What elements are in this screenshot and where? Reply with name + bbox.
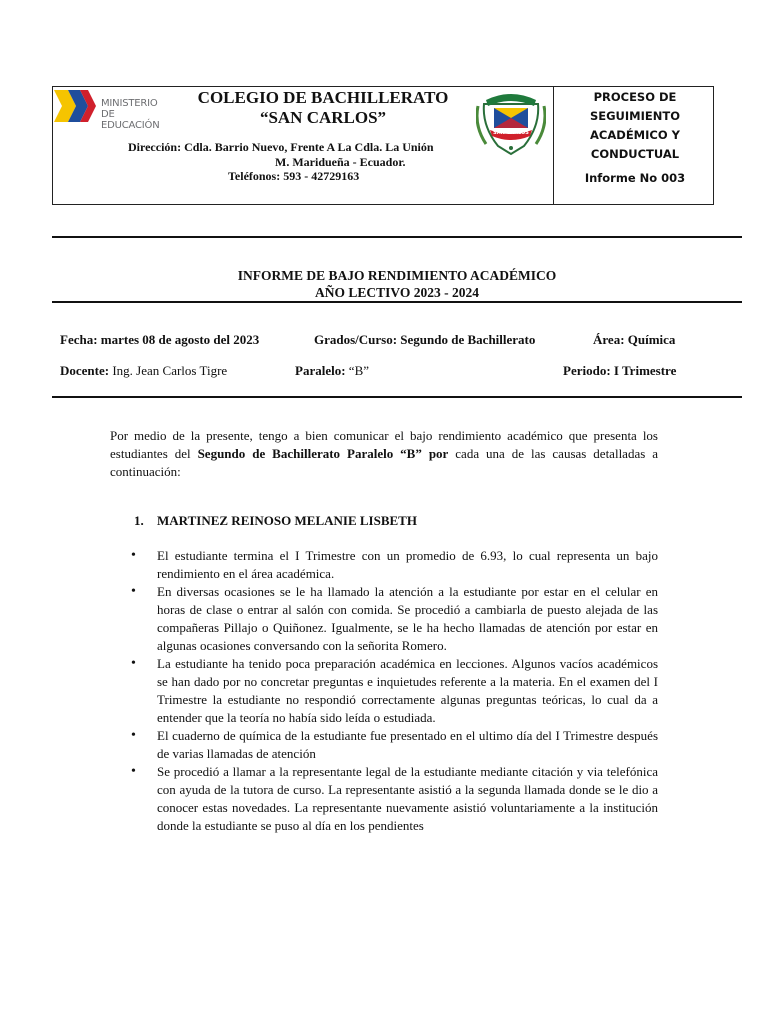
paralelo-label: Paralelo: bbox=[295, 363, 346, 378]
meta-fecha: Fecha: martes 08 de agosto del 2023 bbox=[60, 332, 260, 347]
report-title bbox=[52, 267, 742, 301]
school-crest-icon bbox=[476, 86, 546, 158]
school-name bbox=[190, 88, 456, 128]
intro-part1: Por medio de la presente, tengo a bien comunicar el bajo rendimiento académico que presenta los estudiantes del bbox=[110, 428, 658, 461]
list-item: • El cuaderno de química de la estudiante fue presentado en el ultimo día del I Trimestre después de varias llamadas de atención bbox=[131, 727, 658, 763]
phone: Teléfonos: 593 - 42729163 bbox=[228, 169, 360, 183]
seal-text: SAN CARLOS bbox=[493, 130, 529, 136]
meta-docente bbox=[60, 363, 227, 379]
divider-meta bbox=[52, 396, 742, 398]
list-item: • En diversas ocasiones se le ha llamado la atención a la estudiante por estar en el celular en horas de clase o entrar al salón con comida. Se procedió a cambiarla de puesto alejada de las compañeras Pillajo o Quiñonez. Igualmente, se le ha hecho llamadas de atención por estar en algunas ocasiones conversando con la señorita Romero. bbox=[131, 583, 658, 655]
docente-label: Docente: bbox=[60, 363, 110, 378]
meta-area: Área: Química bbox=[593, 332, 676, 347]
logo-text: MINISTERIO DE EDUCACIÓN bbox=[101, 98, 160, 131]
cause-list bbox=[131, 547, 658, 835]
meta-paralelo bbox=[295, 363, 369, 379]
list-item: • La estudiante ha tenido poca preparación académica en lecciones. Algunos vacíos académicos se han dado por no concretar preguntas e inquietudes referente a la materia. En el examen del I Trimestre la estudiante no respondió correctamente algunas preguntas teóricas, lo cual da a entender que la teoría no había sido leída o estudiada. bbox=[131, 655, 658, 727]
process-box bbox=[556, 88, 714, 188]
school-name-line2: “SAN CARLOS” bbox=[259, 108, 387, 127]
process-line3: ACADÉMICO Y bbox=[590, 128, 680, 142]
process-line1: PROCESO DE bbox=[593, 90, 677, 104]
header-divider bbox=[553, 86, 554, 205]
report-number: Informe No 003 bbox=[584, 171, 686, 185]
divider-top bbox=[52, 236, 742, 238]
address-line2: M. Maridueña - Ecuador. bbox=[275, 155, 406, 169]
intro-part2: cada una de las causas detalladas a continuación: bbox=[110, 446, 659, 479]
student-number: 1. bbox=[134, 513, 144, 528]
list-item: • El estudiante termina el I Trimestre con un promedio de 6.93, lo cual representa un bajo rendimiento en el área académica. bbox=[131, 547, 658, 583]
title-line1: INFORME DE BAJO RENDIMIENTO ACADÉMICO bbox=[237, 268, 557, 283]
school-name-line1: COLEGIO DE BACHILLERATO bbox=[197, 88, 449, 107]
intro-paragraph bbox=[110, 427, 658, 481]
docente-value: Ing. Jean Carlos Tigre bbox=[109, 363, 228, 378]
process-line2: SEGUIMIENTO bbox=[589, 109, 681, 123]
address-line1: Dirección: Cdla. Barrio Nuevo, Frente A La Cdla. La Unión bbox=[128, 140, 434, 154]
student-heading bbox=[134, 513, 417, 529]
school-seal bbox=[476, 86, 546, 158]
divider-title bbox=[52, 301, 742, 303]
list-item: • Se procedió a llamar a la representante legal de la estudiante mediante citación y via telefónica con ayuda de la tutora de curso. La representante asistió a la segunda llamada donde se le dio a conocer estas novedades. La representante nuevamente asistió voluntariamente a la institución donde la estudiante se puso al día en los pendientes bbox=[131, 763, 658, 835]
meta-periodo: Periodo: I Trimestre bbox=[563, 363, 677, 378]
ministerio-logo bbox=[54, 88, 174, 131]
meta-grados: Grados/Curso: Segundo de Bachillerato bbox=[314, 332, 536, 347]
intro-bold: Segundo de Bachillerato Paralelo “B” por bbox=[197, 446, 449, 461]
process-line4: CONDUCTUAL bbox=[590, 147, 680, 161]
paralelo-value: “B” bbox=[345, 363, 370, 378]
title-line2: AÑO LECTIVO 2023 - 2024 bbox=[315, 285, 479, 300]
student-name: MARTINEZ REINOSO MELANIE LISBETH bbox=[157, 513, 417, 528]
